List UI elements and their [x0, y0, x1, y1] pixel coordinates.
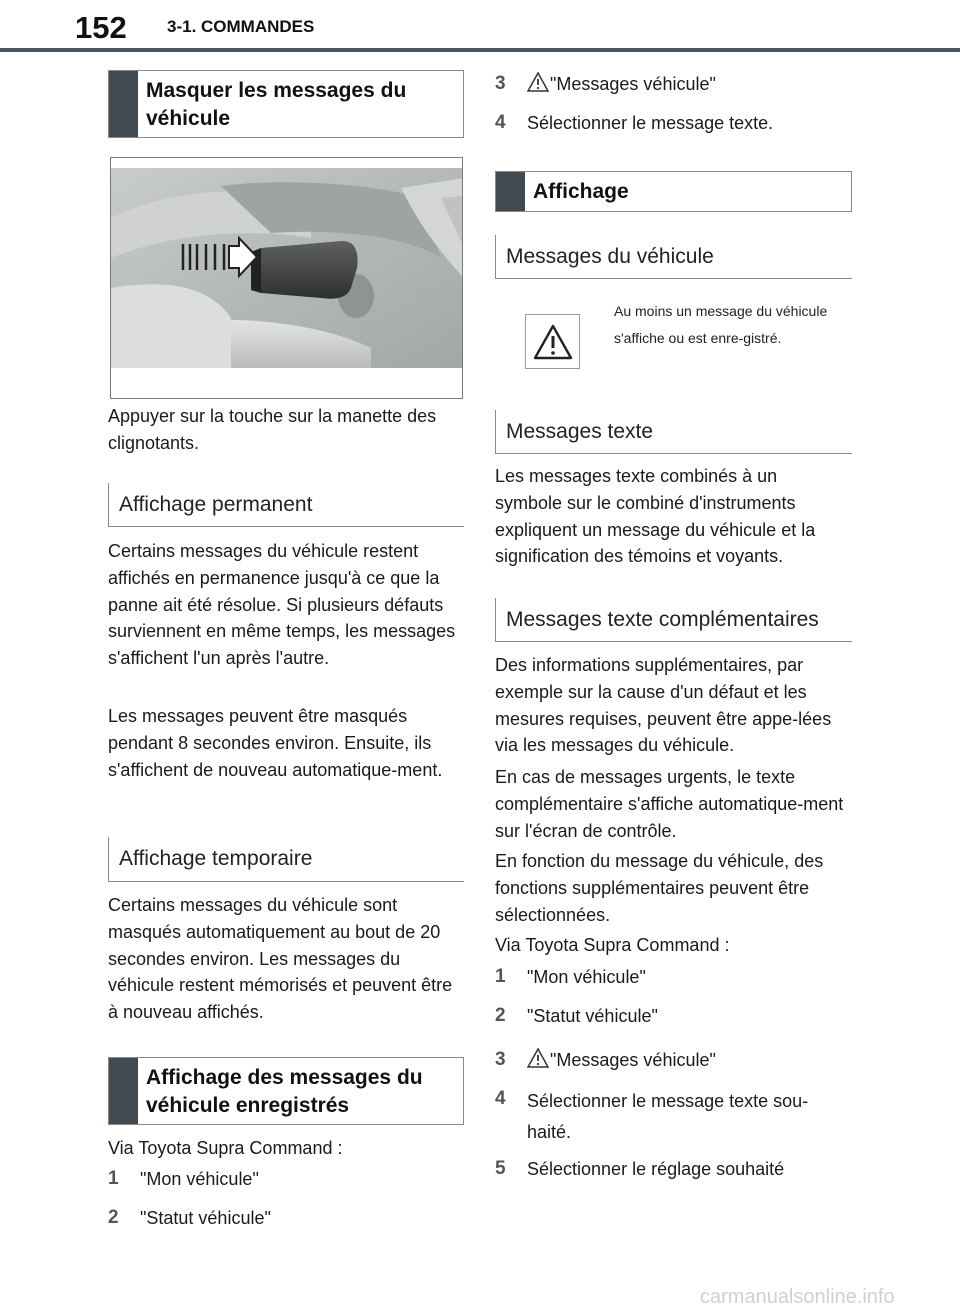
step-text: Sélectionner le réglage souhaité	[527, 1159, 785, 1179]
step-right-3	[495, 1047, 852, 1075]
step-right-4	[495, 1086, 852, 1142]
section-title: 3-1. COMMANDES	[167, 17, 315, 36]
paragraph-messages-texte: Les messages texte combinés à un symbole sur le combiné d'instruments expliquent un message du véhicule et la signification des témoins et voyants.	[495, 466, 816, 567]
subheading-messages-vehicule	[495, 235, 852, 279]
stalk-illustration-svg	[111, 158, 463, 399]
warning-symbol-box	[525, 314, 580, 369]
paragraph-permanent-2: Les messages peuvent être masqués pendant 8 secondes environ. Ensuite, ils s'affichent de nouveau automatique-ment.	[108, 706, 443, 780]
step-left-2	[108, 1205, 464, 1233]
step-text: Sélectionner le message texte sou-haité.	[527, 1091, 809, 1142]
paragraph-complementaires-2: En cas de messages urgents, le texte complémentaire s'affiche automatique-ment sur l'écran de contrôle.	[495, 767, 844, 841]
header-rule	[0, 48, 960, 52]
figure-caption: Appuyer sur la touche sur la manette des clignotants.	[108, 406, 437, 453]
warning-triangle-icon	[533, 324, 573, 360]
paragraph-via-command-right: Via Toyota Supra Command :	[495, 935, 730, 955]
heading-affichage-enregistres-text: Affichage des messages du véhicule enregistrés	[146, 1066, 423, 1117]
heading-affichage-text: Affichage	[533, 180, 629, 203]
warning-triangle-icon	[527, 72, 549, 92]
paragraph-complementaires-3: En fonction du message du véhicule, des fonctions supplémentaires peuvent être sélectionnées.	[495, 851, 824, 925]
step-number: 4	[495, 1088, 506, 1109]
subheading-messages-texte-text: Messages texte	[506, 420, 654, 443]
step-text-label: "Messages véhicule"	[550, 74, 716, 94]
heading-masquer-text: Masquer les messages du véhicule	[146, 79, 407, 130]
paragraph-complementaires-1: Des informations supplémentaires, par exemple sur la cause d'un défaut et les mesures requises, peuvent être appe-lées via les messages du véhicule.	[495, 655, 832, 756]
step-right-1	[495, 964, 852, 992]
step-text	[527, 1047, 847, 1073]
paragraph-via-command-left: Via Toyota Supra Command :	[108, 1138, 343, 1158]
subheading-messages-texte	[495, 410, 852, 454]
subheading-affichage-permanent-text: Affichage permanent	[119, 493, 313, 516]
step-number: 1	[108, 1168, 119, 1189]
step-text-label: "Messages véhicule"	[550, 1050, 716, 1070]
step-right-2	[495, 1003, 852, 1031]
step-number: 2	[495, 1005, 506, 1026]
turn-signal-illustration	[110, 157, 463, 399]
step-number: 2	[108, 1207, 119, 1228]
subheading-messages-complementaires-text: Messages texte complémentaires	[506, 608, 819, 631]
warning-description: Au moins un message du véhicule s'affiche ou est enre-gistré.	[614, 303, 828, 346]
step-left-1	[108, 1166, 464, 1194]
heading-box-affichage-enregistres	[108, 1057, 464, 1125]
subheading-affichage-temporaire	[108, 837, 464, 882]
step-text	[527, 71, 847, 97]
step-text: "Mon véhicule"	[140, 1169, 259, 1189]
step-number: 4	[495, 112, 506, 133]
step-text: "Statut véhicule"	[140, 1208, 271, 1228]
step-right-top-4	[495, 110, 852, 138]
step-number: 3	[495, 1049, 506, 1070]
step-number: 1	[495, 966, 506, 987]
subheading-messages-vehicule-text: Messages du véhicule	[506, 245, 714, 268]
heading-box-masquer	[108, 70, 464, 138]
step-text: "Mon véhicule"	[527, 967, 646, 987]
subheading-affichage-permanent	[108, 483, 464, 527]
subheading-messages-complementaires	[495, 598, 852, 642]
step-right-top-3	[495, 71, 852, 99]
step-right-5	[495, 1156, 852, 1184]
paragraph-permanent-1: Certains messages du véhicule restent affichés en permanence jusqu'à ce que la panne ait été résolue. Si plusieurs défauts surviennent en même temps, les messages s'affichent l'un après l'autre.	[108, 541, 456, 669]
step-number: 3	[495, 73, 506, 94]
heading-box-affichage	[495, 171, 852, 212]
paragraph-temporaire: Certains messages du véhicule sont masqués automatiquement au bout de 20 secondes environ. Les messages du véhicule restent mémorisés et peuvent être à nouveau affichés.	[108, 895, 453, 1023]
warning-triangle-icon	[527, 1048, 549, 1068]
page-number: 152	[75, 10, 127, 45]
step-text: Sélectionner le message texte.	[527, 113, 774, 133]
step-text: "Statut véhicule"	[527, 1006, 658, 1026]
watermark: carmanualsonline.info	[700, 1286, 895, 1308]
subheading-affichage-temporaire-text: Affichage temporaire	[119, 847, 313, 870]
step-number: 5	[495, 1158, 506, 1179]
